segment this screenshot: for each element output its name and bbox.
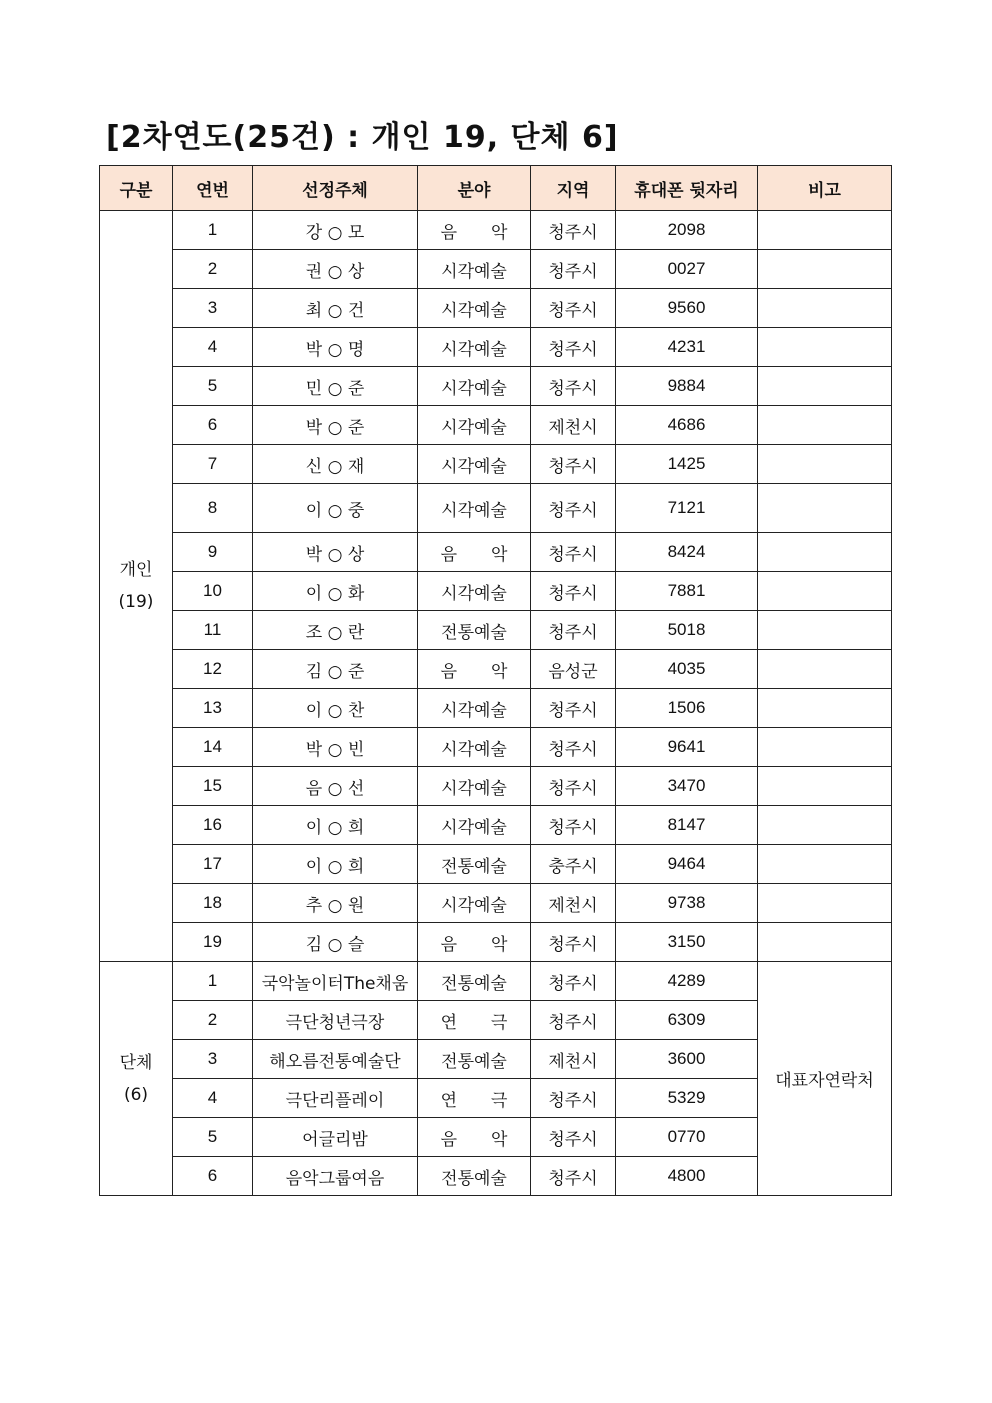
table-row (100, 484, 892, 533)
table-row (100, 689, 892, 728)
cell-name: 신 ○ 재 (253, 445, 418, 484)
group-group-label: 단체 (119, 1052, 153, 1073)
cell-field: 시각예술 (418, 367, 531, 406)
cell-name: 이 ○ 찬 (253, 689, 418, 728)
cell-phone: 8147 (616, 806, 758, 845)
cell-name: 박 ○ 상 (253, 533, 418, 572)
cell-remarks (758, 728, 892, 767)
cell-name: 이 ○ 중 (253, 484, 418, 533)
cell-name: 국악놀이터The채움 (253, 962, 418, 1001)
cell-number: 3 (173, 289, 253, 328)
cell-region: 청주시 (531, 484, 616, 533)
table-row (100, 572, 892, 611)
cell-region: 청주시 (531, 533, 616, 572)
cell-remarks (758, 328, 892, 367)
individual-group-cell (100, 211, 173, 962)
cell-remarks (758, 533, 892, 572)
cell-field: 전통예술 (418, 845, 531, 884)
table-row (100, 406, 892, 445)
cell-region: 청주시 (531, 289, 616, 328)
cell-field: 시각예술 (418, 884, 531, 923)
cell-field: 전통예술 (418, 1040, 531, 1079)
cell-region: 청주시 (531, 767, 616, 806)
cell-region: 청주시 (531, 923, 616, 962)
cell-number: 15 (173, 767, 253, 806)
cell-field: 음 악 (418, 211, 531, 250)
selection-table (99, 165, 892, 1196)
cell-field: 시각예술 (418, 289, 531, 328)
cell-name: 민 ○ 준 (253, 367, 418, 406)
cell-field: 시각예술 (418, 767, 531, 806)
cell-field: 시각예술 (418, 806, 531, 845)
cell-phone: 7121 (616, 484, 758, 533)
cell-region: 청주시 (531, 1079, 616, 1118)
table-row (100, 923, 892, 962)
table-row (100, 650, 892, 689)
cell-field: 음 악 (418, 923, 531, 962)
cell-phone: 9641 (616, 728, 758, 767)
cell-region: 제천시 (531, 1040, 616, 1079)
cell-name: 극단리플레이 (253, 1079, 418, 1118)
cell-name: 해오름전통예술단 (253, 1040, 418, 1079)
cell-name: 음 ○ 선 (253, 767, 418, 806)
cell-remarks (758, 806, 892, 845)
cell-region: 청주시 (531, 962, 616, 1001)
cell-phone: 3600 (616, 1040, 758, 1079)
cell-field: 시각예술 (418, 445, 531, 484)
cell-remarks (758, 689, 892, 728)
cell-phone: 4800 (616, 1157, 758, 1196)
cell-phone: 4035 (616, 650, 758, 689)
table-row (100, 962, 892, 1001)
header-region: 지역 (531, 166, 616, 211)
cell-number: 12 (173, 650, 253, 689)
cell-phone: 5018 (616, 611, 758, 650)
cell-remarks (758, 211, 892, 250)
cell-number: 6 (173, 1157, 253, 1196)
cell-name: 극단청년극장 (253, 1001, 418, 1040)
cell-number: 9 (173, 533, 253, 572)
cell-phone: 9464 (616, 845, 758, 884)
cell-phone: 5329 (616, 1079, 758, 1118)
cell-phone: 0027 (616, 250, 758, 289)
cell-region: 충주시 (531, 845, 616, 884)
header-remarks: 비고 (758, 166, 892, 211)
table-row (100, 211, 892, 250)
cell-field: 음 악 (418, 533, 531, 572)
cell-phone: 0770 (616, 1118, 758, 1157)
cell-name: 추 ○ 원 (253, 884, 418, 923)
cell-remarks (758, 923, 892, 962)
header-field: 분야 (418, 166, 531, 211)
cell-field: 시각예술 (418, 328, 531, 367)
cell-number: 2 (173, 1001, 253, 1040)
cell-name: 어글리밤 (253, 1118, 418, 1157)
cell-remarks (758, 650, 892, 689)
cell-region: 청주시 (531, 367, 616, 406)
cell-name: 최 ○ 건 (253, 289, 418, 328)
cell-name: 조 ○ 란 (253, 611, 418, 650)
cell-phone: 6309 (616, 1001, 758, 1040)
page-title: [2차연도(25건) : 개인 19, 단체 6] (106, 120, 619, 155)
cell-remarks (758, 484, 892, 533)
cell-number: 2 (173, 250, 253, 289)
cell-number: 5 (173, 367, 253, 406)
table-row (100, 767, 892, 806)
cell-phone: 2098 (616, 211, 758, 250)
cell-region: 청주시 (531, 689, 616, 728)
cell-name: 김 ○ 준 (253, 650, 418, 689)
cell-region: 청주시 (531, 445, 616, 484)
cell-name: 음악그룹여음 (253, 1157, 418, 1196)
cell-phone: 9884 (616, 367, 758, 406)
cell-phone: 1506 (616, 689, 758, 728)
cell-name: 박 ○ 빈 (253, 728, 418, 767)
cell-region: 청주시 (531, 572, 616, 611)
table-row (100, 728, 892, 767)
header-selected-entity: 선정주체 (253, 166, 418, 211)
cell-field: 시각예술 (418, 484, 531, 533)
cell-field: 연 극 (418, 1079, 531, 1118)
cell-number: 7 (173, 445, 253, 484)
cell-remarks (758, 884, 892, 923)
group-group-count: (6) (123, 1084, 149, 1105)
group-group-cell (100, 962, 173, 1196)
cell-number: 19 (173, 923, 253, 962)
cell-region: 제천시 (531, 406, 616, 445)
cell-field: 음 악 (418, 1118, 531, 1157)
cell-phone: 3150 (616, 923, 758, 962)
cell-name: 박 ○ 준 (253, 406, 418, 445)
cell-field: 전통예술 (418, 962, 531, 1001)
cell-number: 14 (173, 728, 253, 767)
cell-field: 전통예술 (418, 1157, 531, 1196)
cell-field: 시각예술 (418, 728, 531, 767)
header-number: 연번 (173, 166, 253, 211)
cell-region: 청주시 (531, 728, 616, 767)
header-phone: 휴대폰 뒷자리 (616, 166, 758, 211)
cell-phone: 1425 (616, 445, 758, 484)
cell-remarks (758, 406, 892, 445)
cell-remarks (758, 767, 892, 806)
cell-name: 박 ○ 명 (253, 328, 418, 367)
table-header-row (100, 166, 892, 211)
cell-number: 11 (173, 611, 253, 650)
cell-field: 시각예술 (418, 250, 531, 289)
cell-remarks (758, 367, 892, 406)
cell-region: 청주시 (531, 250, 616, 289)
cell-number: 4 (173, 328, 253, 367)
cell-number: 16 (173, 806, 253, 845)
cell-remarks (758, 845, 892, 884)
cell-region: 청주시 (531, 1001, 616, 1040)
table-row (100, 445, 892, 484)
cell-phone: 3470 (616, 767, 758, 806)
cell-region: 청주시 (531, 806, 616, 845)
cell-phone: 4231 (616, 328, 758, 367)
cell-remarks (758, 250, 892, 289)
cell-remarks (758, 572, 892, 611)
table-row (100, 289, 892, 328)
table-row (100, 533, 892, 572)
cell-remarks (758, 611, 892, 650)
cell-name: 이 ○ 희 (253, 806, 418, 845)
table-row (100, 611, 892, 650)
table-row (100, 367, 892, 406)
individual-group-label: 개인 (119, 560, 153, 580)
cell-number: 1 (173, 962, 253, 1001)
cell-phone: 8424 (616, 533, 758, 572)
cell-field: 시각예술 (418, 689, 531, 728)
cell-region: 청주시 (531, 611, 616, 650)
cell-phone: 9560 (616, 289, 758, 328)
cell-number: 17 (173, 845, 253, 884)
cell-name: 강 ○ 모 (253, 211, 418, 250)
cell-remarks (758, 445, 892, 484)
cell-region: 제천시 (531, 884, 616, 923)
cell-region: 청주시 (531, 211, 616, 250)
cell-region: 청주시 (531, 1157, 616, 1196)
cell-phone: 9738 (616, 884, 758, 923)
cell-remarks-representative: 대표자연락처 (758, 962, 892, 1196)
cell-number: 10 (173, 572, 253, 611)
cell-number: 13 (173, 689, 253, 728)
cell-phone: 7881 (616, 572, 758, 611)
cell-region: 음성군 (531, 650, 616, 689)
table-row (100, 328, 892, 367)
cell-number: 1 (173, 211, 253, 250)
cell-number: 18 (173, 884, 253, 923)
cell-field: 시각예술 (418, 572, 531, 611)
table-row (100, 845, 892, 884)
header-category: 구분 (100, 166, 173, 211)
table-row (100, 250, 892, 289)
cell-number: 4 (173, 1079, 253, 1118)
cell-field: 시각예술 (418, 406, 531, 445)
cell-field: 연 극 (418, 1001, 531, 1040)
cell-number: 5 (173, 1118, 253, 1157)
cell-region: 청주시 (531, 1118, 616, 1157)
cell-region: 청주시 (531, 328, 616, 367)
cell-field: 음 악 (418, 650, 531, 689)
cell-number: 6 (173, 406, 253, 445)
cell-field: 전통예술 (418, 611, 531, 650)
table-row (100, 806, 892, 845)
cell-phone: 4289 (616, 962, 758, 1001)
cell-number: 8 (173, 484, 253, 533)
cell-phone: 4686 (616, 406, 758, 445)
cell-remarks (758, 289, 892, 328)
cell-name: 이 ○ 희 (253, 845, 418, 884)
cell-name: 이 ○ 화 (253, 572, 418, 611)
individual-group-count: (19) (118, 592, 154, 612)
table-row (100, 884, 892, 923)
cell-name: 권 ○ 상 (253, 250, 418, 289)
cell-number: 3 (173, 1040, 253, 1079)
cell-name: 김 ○ 슬 (253, 923, 418, 962)
